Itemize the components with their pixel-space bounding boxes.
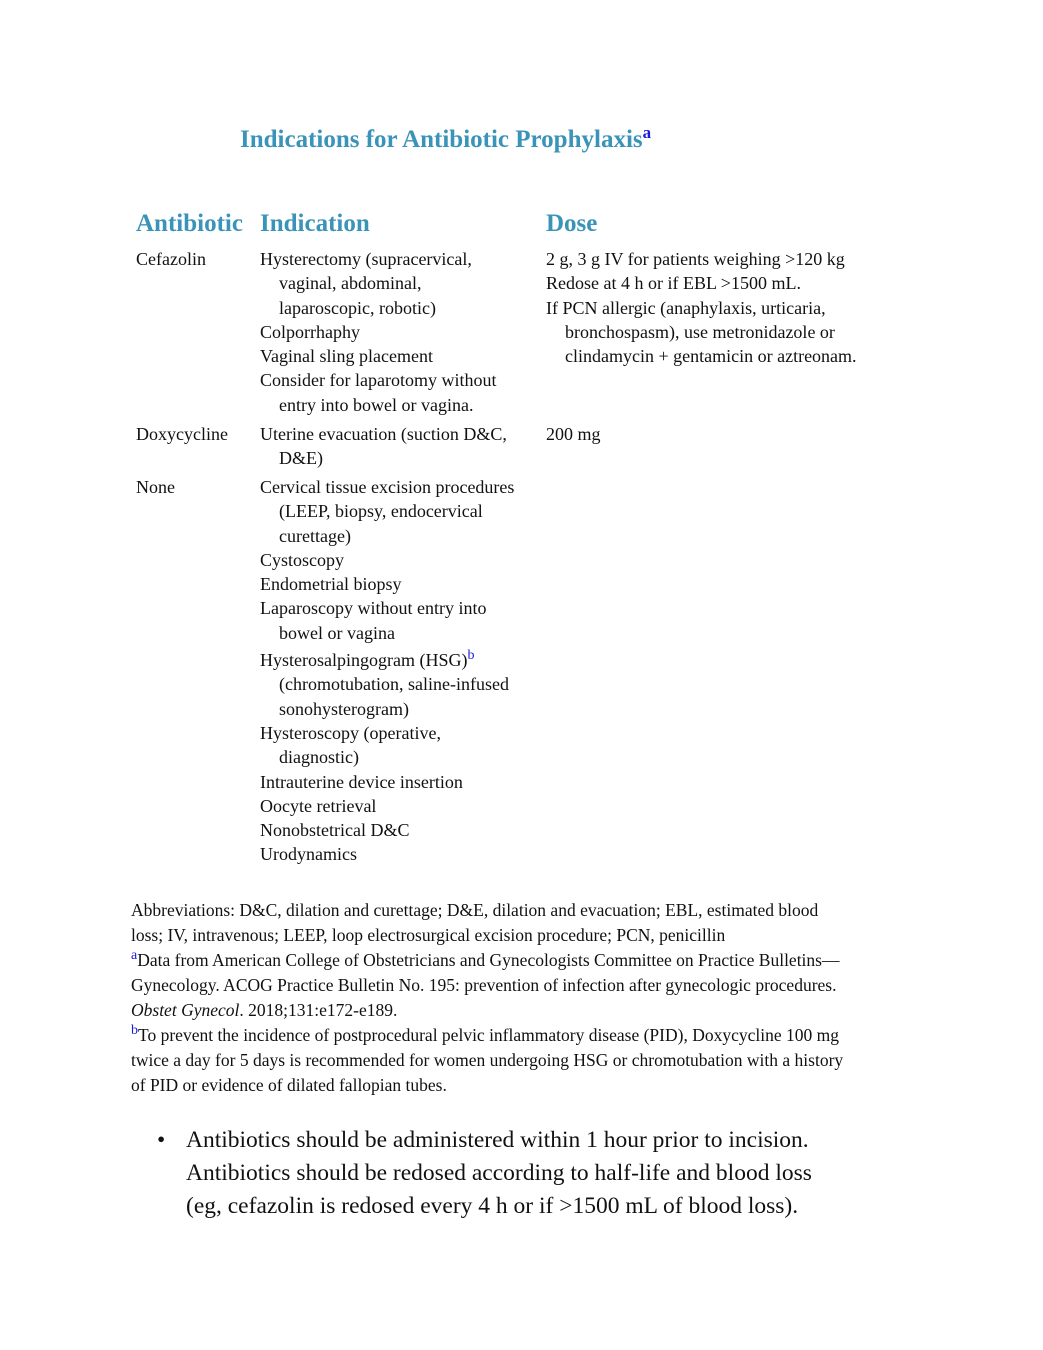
abbreviations-line: loss; IV, intravenous; LEEP, loop electrosurgical excision procedure; PCN, penicillin	[131, 925, 726, 945]
cell-line-text: 200 mg	[546, 424, 601, 444]
cell-line-text: Hysteroscopy (operative,	[260, 722, 441, 743]
footnote-a	[131, 948, 931, 973]
cell-line-text: Vaginal sling placement	[260, 346, 433, 367]
cell-line	[260, 672, 514, 696]
cell-line-text: Intrauterine device insertion	[260, 771, 463, 792]
cell-line	[260, 296, 496, 320]
cell-line	[260, 794, 514, 818]
cell-line	[260, 393, 496, 417]
cell-line-text: Uterine evacuation (suction D&C,	[260, 424, 507, 444]
cell-line	[260, 446, 507, 470]
bullet-line: Antibiotics should be redosed according to half-life and blood loss	[186, 1160, 812, 1186]
cell-line-text: Urodynamics	[260, 844, 357, 865]
bullet-line: (eg, cefazolin is redosed every 4 h or if >1500 mL of blood loss).	[186, 1193, 799, 1219]
cell-line-text: clindamycin + gentamicin or aztreonam.	[565, 346, 857, 367]
cell-line	[260, 548, 514, 572]
bullet-dot: •	[157, 1127, 166, 1153]
row-none-indication	[260, 475, 514, 867]
footnote-b-mark: b	[131, 1023, 138, 1038]
citation-details: . 2018;131:e172-e189.	[239, 1000, 398, 1020]
cell-line-text: laparoscopic, robotic)	[279, 297, 436, 318]
cell-line	[260, 745, 514, 769]
page-title	[240, 123, 652, 154]
row-cefazolin-indication	[260, 247, 496, 417]
cell-line-text: bowel or vagina	[279, 622, 395, 643]
cell-line-text: Colporrhaphy	[260, 321, 360, 342]
row-cefazolin-antibiotic: Cefazolin	[136, 249, 206, 269]
footnote-a-mark: a	[131, 948, 138, 963]
footnote-b-line: twice a day for 5 days is recommended for women undergoing HSG or chromotubation with a history	[131, 1050, 844, 1070]
cell-line-text: Hysterectomy (supracervical,	[260, 249, 472, 269]
journal-name: Obstet Gynecol	[131, 1000, 240, 1020]
cell-line	[260, 770, 514, 794]
cell-line	[260, 422, 507, 446]
cell-line	[260, 271, 496, 295]
cell-line-text: sonohysterogram)	[279, 698, 409, 719]
footnote-mark: b	[467, 648, 475, 664]
cell-line	[546, 320, 857, 344]
cell-line-text: entry into bowel or vagina.	[279, 394, 474, 415]
row-doxycycline-dose	[546, 422, 601, 446]
cell-line	[260, 721, 514, 745]
cell-line	[260, 368, 496, 392]
cell-line-text: Redose at 4 h or if EBL >1500 mL.	[546, 273, 801, 294]
cell-line-text: Endometrial biopsy	[260, 574, 402, 595]
footnote-a-text: Data from American College of Obstetricians and Gynecologists Committee on Practice Bulletins—	[137, 950, 840, 970]
title-text: Indications for Antibiotic Prophylaxis	[240, 126, 643, 153]
cell-line-text: If PCN allergic (anaphylaxis, urticaria,	[546, 297, 826, 318]
cell-line-text: (LEEP, biopsy, endocervical	[279, 501, 483, 522]
cell-line	[546, 271, 857, 295]
cell-line-text: Nonobstetrical D&C	[260, 820, 410, 841]
abbreviations-line: Abbreviations: D&C, dilation and curettage; D&E, dilation and evacuation; EBL, estimated blood	[131, 900, 819, 920]
title-footnote-mark: a	[642, 123, 652, 142]
cell-line-text: Oocyte retrieval	[260, 795, 377, 816]
cell-line	[260, 320, 496, 344]
cell-line	[260, 475, 514, 499]
cell-line	[260, 572, 514, 596]
cell-line	[260, 344, 496, 368]
cell-line	[260, 818, 514, 842]
header-dose: Dose	[546, 210, 598, 237]
row-doxycycline-indication	[260, 422, 507, 471]
cell-line	[546, 247, 857, 271]
footnote-a-citation	[131, 998, 931, 1023]
cell-line	[546, 422, 601, 446]
header-antibiotic: Antibiotic	[136, 210, 243, 237]
bullet-line: Antibiotics should be administered within 1 hour prior to incision.	[186, 1127, 809, 1153]
cell-line	[260, 648, 514, 672]
footnote-a-line: Gynecology. ACOG Practice Bulletin No. 195: prevention of infection after gynecologic procedures.	[131, 975, 837, 995]
cell-line-text: Cystoscopy	[260, 549, 345, 570]
footnote-b-text: To prevent the incidence of postprocedural pelvic inflammatory disease (PID), Doxycycline 100 mg	[138, 1025, 839, 1045]
cell-line-text: (chromotubation, saline-infused	[279, 674, 509, 695]
header-indication: Indication	[260, 210, 370, 237]
cell-line	[260, 499, 514, 523]
cell-line-text: Consider for laparotomy without	[260, 370, 497, 391]
cell-line-text: Cervical tissue excision procedures	[260, 477, 515, 497]
cell-line	[260, 596, 514, 620]
cell-line-text: curettage)	[279, 525, 351, 546]
row-cefazolin-dose	[546, 247, 857, 368]
table-notes	[131, 898, 931, 1098]
cell-line	[546, 344, 857, 368]
cell-line-text: vaginal, abdominal,	[279, 273, 422, 294]
cell-line	[260, 524, 514, 548]
cell-line-text: D&E)	[279, 448, 323, 469]
footnote-b	[131, 1023, 931, 1048]
cell-line-text: diagnostic)	[279, 747, 359, 768]
row-none-antibiotic: None	[136, 477, 175, 497]
bullet-item	[157, 1124, 812, 1223]
cell-line	[260, 247, 496, 271]
cell-line	[260, 697, 514, 721]
cell-line-text: Hysterosalpingogram (HSG)	[260, 650, 468, 671]
cell-line	[546, 296, 857, 320]
cell-line	[260, 842, 514, 866]
cell-line	[260, 621, 514, 645]
cell-line-text: bronchospasm), use metronidazole or	[565, 321, 835, 342]
row-doxycycline-antibiotic: Doxycycline	[136, 424, 228, 444]
footnote-b-line: of PID or evidence of dilated fallopian tubes.	[131, 1075, 447, 1095]
cell-line-text: 2 g, 3 g IV for patients weighing >120 kg	[546, 249, 845, 269]
cell-line-text: Laparoscopy without entry into	[260, 598, 487, 619]
